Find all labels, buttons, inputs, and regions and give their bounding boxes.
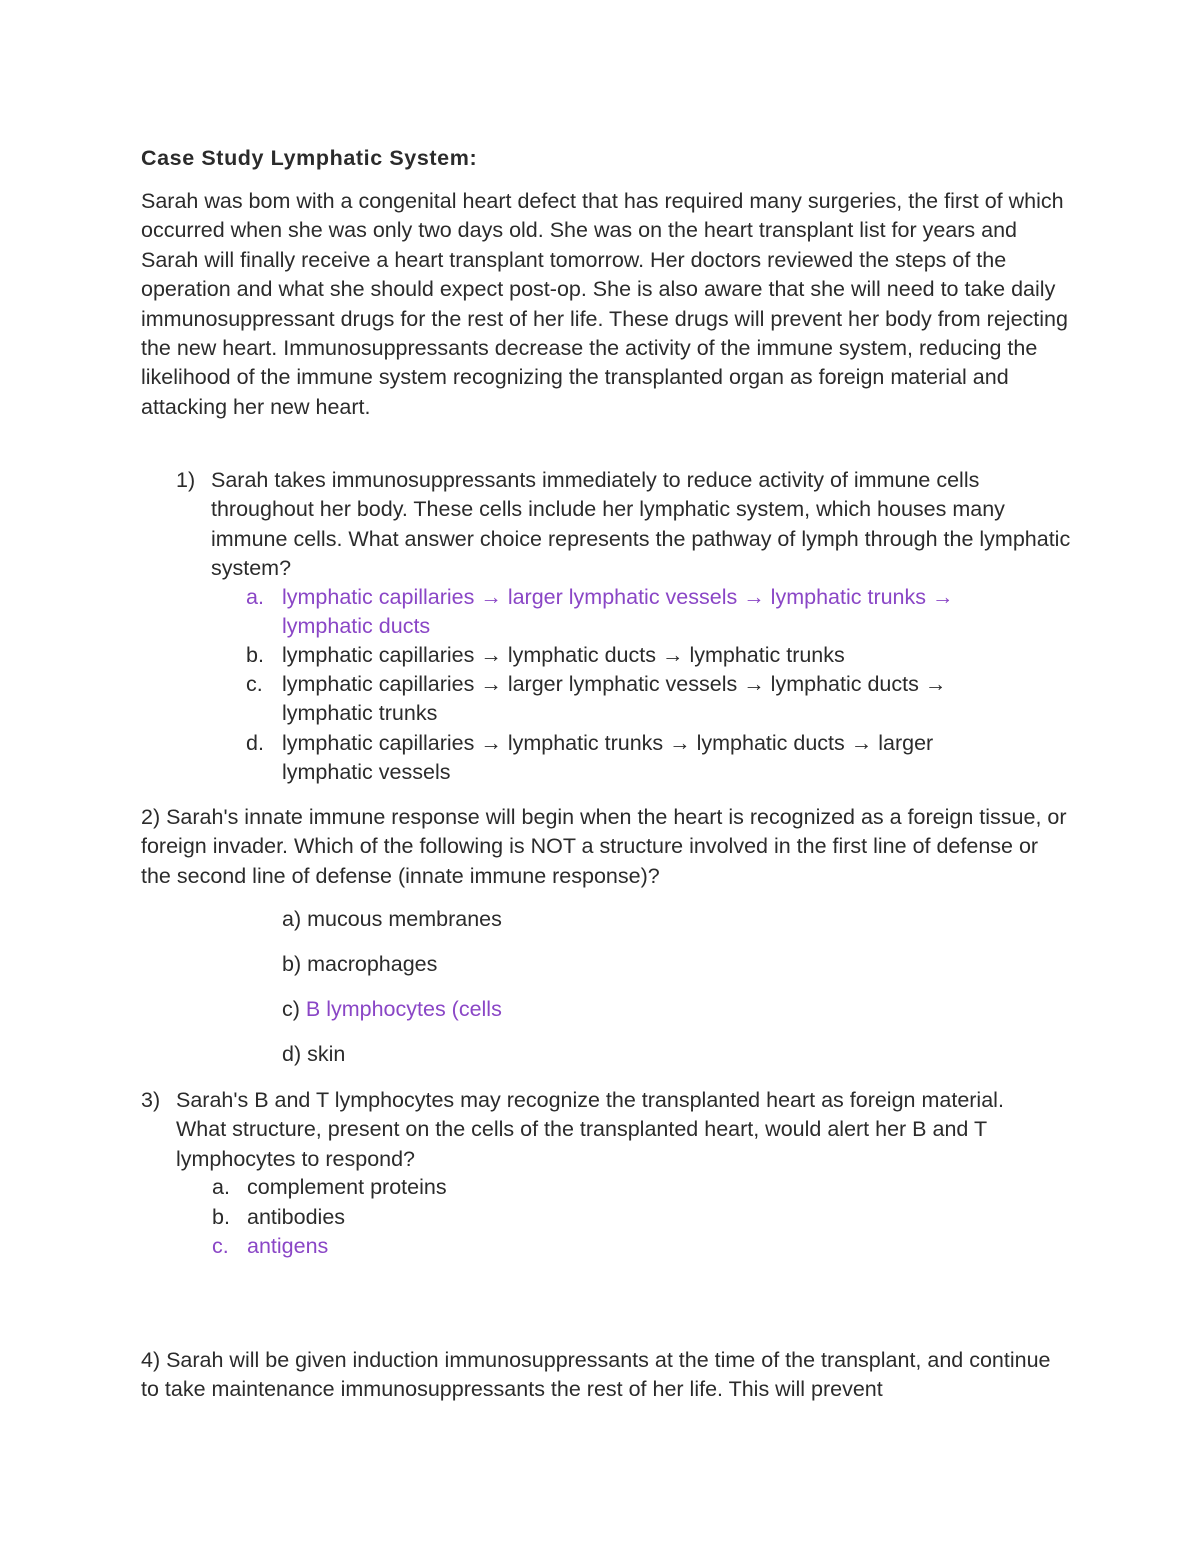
question-2-option-c-prefix: c) bbox=[282, 997, 306, 1021]
question-1-option-d: lymphatic capillaries → lymphatic trunks → lymphatic ducts → larger lymphatic vessels bbox=[282, 731, 934, 785]
question-3-option-b-letter: b. bbox=[212, 1205, 230, 1229]
question-2-option-d bbox=[282, 1040, 345, 1069]
question-3-option-b: antibodies bbox=[247, 1205, 346, 1229]
question-3-stem: Sarah's B and T lymphocytes may recognize the transplanted heart as foreign material. What structure, present on the cells of the transplanted heart, would alert her B and T lymphocytes to respond? bbox=[176, 1088, 1004, 1171]
intro-paragraph: Sarah was bom with a congenital heart defect that has required many surgeries, the first of which occurred when she was only two days old. She was on the heart transplant list for years and Sarah will finally receive a heart transplant tomorrow. Her doctors reviewed the steps of the operation and what she should expect post-op. She is also aware that she will need to take daily immunosuppressant drugs for the rest of her life. These drugs will prevent her body from rejecting the new heart. Immunosuppressants decrease the activity of the immune system, reducing the likelihood of the immune system recognizing the transplanted organ as foreign material and attacking her new heart. bbox=[141, 189, 1068, 419]
question-2-option-a bbox=[282, 905, 502, 934]
question-1-option-c: lymphatic capillaries → larger lymphatic vessels → lymphatic ducts → lymphatic trunks bbox=[282, 672, 947, 726]
question-1-number: 1) bbox=[176, 468, 196, 492]
question-2-option-b bbox=[282, 950, 437, 979]
document-title: Case Study Lymphatic System: bbox=[141, 146, 478, 170]
question-3-number: 3) bbox=[141, 1088, 161, 1112]
question-2-option-b-text: macrophages bbox=[307, 952, 438, 976]
question-3-option-c: antigens bbox=[247, 1234, 329, 1258]
question-2-option-c-text: B lymphocytes (cells bbox=[305, 997, 502, 1021]
question-4-stem: 4) Sarah will be given induction immunosuppressants at the time of the transplant, and continue to take maintenance immunosuppressants the rest of her life. This will prevent bbox=[141, 1348, 1051, 1402]
question-1-option-d-letter: d. bbox=[246, 731, 264, 755]
question-3-option-c-letter: c. bbox=[212, 1234, 229, 1258]
question-2-option-c bbox=[282, 995, 502, 1024]
question-3-option-a: complement proteins bbox=[247, 1175, 447, 1199]
question-1-option-a-letter: a. bbox=[246, 585, 264, 609]
question-1-option-b-letter: b. bbox=[246, 643, 264, 667]
question-1-option-c-letter: c. bbox=[246, 672, 263, 696]
question-1-option-b: lymphatic capillaries → lymphatic ducts → lymphatic trunks bbox=[282, 643, 845, 667]
question-3-option-a-letter: a. bbox=[212, 1175, 230, 1199]
question-1-stem: Sarah takes immunosuppressants immediately to reduce activity of immune cells throughout her body. These cells include her lymphatic system, which houses many immune cells. What answer choice represents the pathway of lymph through the lymphatic system? bbox=[211, 468, 1071, 581]
question-2-option-d-text: skin bbox=[307, 1042, 346, 1066]
question-2-option-a-text: mucous membranes bbox=[307, 907, 502, 931]
question-2-option-d-prefix: d) bbox=[282, 1042, 308, 1066]
question-1-option-a: lymphatic capillaries → larger lymphatic vessels → lymphatic trunks → lymphatic ducts bbox=[282, 585, 954, 639]
question-2-stem: 2) Sarah's innate immune response will begin when the heart is recognized as a foreign tissue, or foreign invader. Which of the following is NOT a structure involved in the first line of defense or the second line of defense (innate immune response)? bbox=[141, 805, 1067, 888]
question-2-option-b-prefix: b) bbox=[282, 952, 308, 976]
question-2-option-a-prefix: a) bbox=[282, 907, 308, 931]
